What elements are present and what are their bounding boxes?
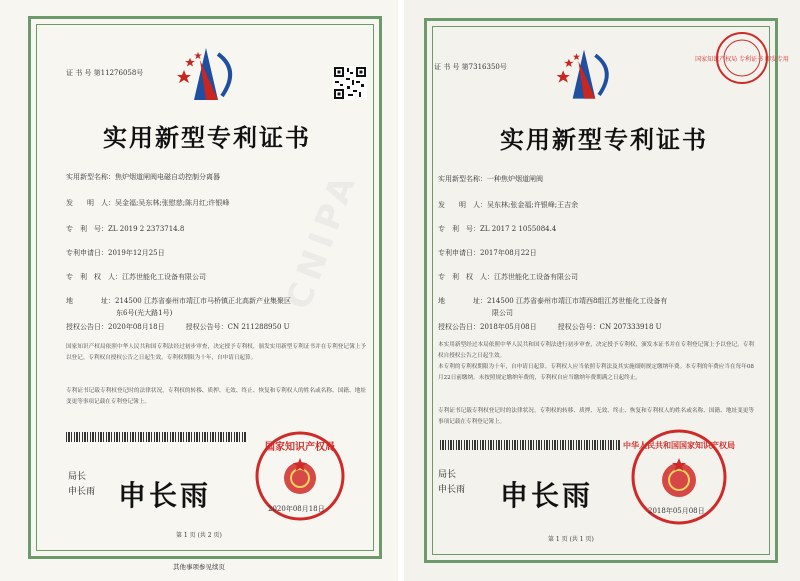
director-name: 申长雨 — [438, 485, 466, 495]
certificate-paragraph-1: 本实用新型经过本局依照中华人民共和国专利法进行初步审查，决定授予专利权，颁发本证书并在专利登记簿上予以登记。专利权自授权公告之日起生效。 — [438, 342, 754, 359]
certificate-title: 实用新型专利证书 — [500, 126, 708, 154]
seal-text: 中华人民共和国国家知识产权局 — [623, 441, 735, 450]
director-block — [438, 468, 465, 498]
certificate-number: 证 书 号 第11276058号 — [66, 69, 144, 77]
field-patentee: 专 利 权 人：江苏世能化工设备有限公司 — [66, 273, 206, 281]
field-application-date: 专利申请日：2017年08月22日 — [438, 249, 537, 257]
field-utility-model-name: 实用新型名称：焦炉烟道闸阀电磁自动控制分离器 — [66, 173, 220, 181]
seal-text: 国家知识产权局 — [265, 442, 335, 453]
qr-code-icon — [333, 66, 367, 100]
certificate-number: 证 书 号 第7316350号 — [434, 63, 507, 71]
field-grant-date: 授权公告日：2020年08月18日 授权公告号：CN 211288950 U — [66, 323, 290, 331]
continuation-note: 其他事项参见续页 — [173, 563, 225, 571]
director-block — [68, 470, 95, 500]
director-signature: 申长雨 — [118, 479, 212, 512]
field-utility-model-name: 实用新型名称：一种焦炉烟道闸阀 — [438, 175, 543, 183]
director-signature: 申长雨 — [500, 479, 594, 512]
certificate-paragraph-2: 本专利的专利权期限为十年，自申请日起算。专利权人应当依照专利法及其实施细则规定缴纳年费。本专利的年费应当在每年08月22日前缴纳。未按照规定缴纳年费的，专利权自应当缴纳年费期满之日起终止。 — [438, 364, 754, 381]
field-address: 地 址：214500 江苏省泰州市靖江市靖西8组江苏世能化工设备有 — [438, 297, 668, 305]
field-patent-number: 专 利 号：ZL 2019 2 2373714.8 — [66, 225, 185, 233]
director-name: 申长雨 — [68, 487, 96, 497]
certificate-title: 实用新型专利证书 — [103, 124, 311, 152]
watermark: CNIPA — [278, 165, 366, 315]
certificate-paragraph-1: 国家知识产权局依照中华人民共和国专利法经过初步审查，决定授予专利权，颁发实用新型专利证书并在专利登记簿上予以登记。专利权自授权公告之日起生效。专利权期限为十年，自申请日起算。 — [66, 344, 366, 361]
field-application-date: 专利申请日：2019年12月25日 — [66, 249, 165, 257]
field-grant-date: 授权公告日：2018年05月08日 授权公告号：CN 207333918 U — [438, 323, 662, 331]
field-inventors: 发 明 人：吴东林;张金福;许银峰;王吉余 — [438, 201, 579, 209]
field-address-line2: 东6号(光大路1号) — [116, 309, 173, 317]
barcode-icon — [440, 440, 620, 450]
seal-date: 2018年05月08日 — [648, 507, 705, 515]
patent-certificate-left — [0, 0, 398, 581]
field-inventors: 发 明 人：吴金福;吴东林;张慰慈;陈月红;许银峰 — [66, 199, 230, 207]
director-title: 局长 — [68, 472, 87, 482]
issuance-stamp-icon — [695, 30, 789, 86]
barcode-icon — [66, 432, 246, 442]
field-patent-number: 专 利 号：ZL 2017 2 1055084.4 — [438, 225, 557, 233]
cnipa-logo-icon — [550, 42, 618, 110]
certificate-paragraph-2: 专利证书记载专利权登记时的法律状况。专利权的转移、质押、无效、终止、恢复和专利权人的姓名或名称、国籍、地址变更等事项记载在专利登记簿上。 — [66, 388, 366, 405]
page-number: 第 1 页 (共 1 页) — [548, 536, 594, 543]
field-address: 地 址：214500 江苏省泰州市靖江市马桥镇正北高新产业集聚区 — [66, 297, 291, 305]
certificate-paragraph-3: 专利证书记载专利权登记时的法律状况。专利权的转移、质押、无效、终止、恢复和专利权人的姓名或名称、国籍、地址变更等事项记载在专利登记簿上。 — [438, 408, 754, 425]
patent-certificate-right — [404, 0, 800, 581]
stamp-text: 国家知识产权局 专利证书 印发专用 — [695, 56, 789, 63]
seal-date: 2020年08月18日 — [268, 505, 325, 513]
field-address-line2: 限公司 — [492, 309, 513, 317]
cnipa-logo-icon — [170, 40, 242, 112]
page-number: 第 1 页 (共 2 页) — [176, 532, 222, 539]
field-patentee: 专 利 权 人：江苏世能化工设备有限公司 — [438, 273, 578, 281]
director-title: 局长 — [438, 470, 457, 480]
